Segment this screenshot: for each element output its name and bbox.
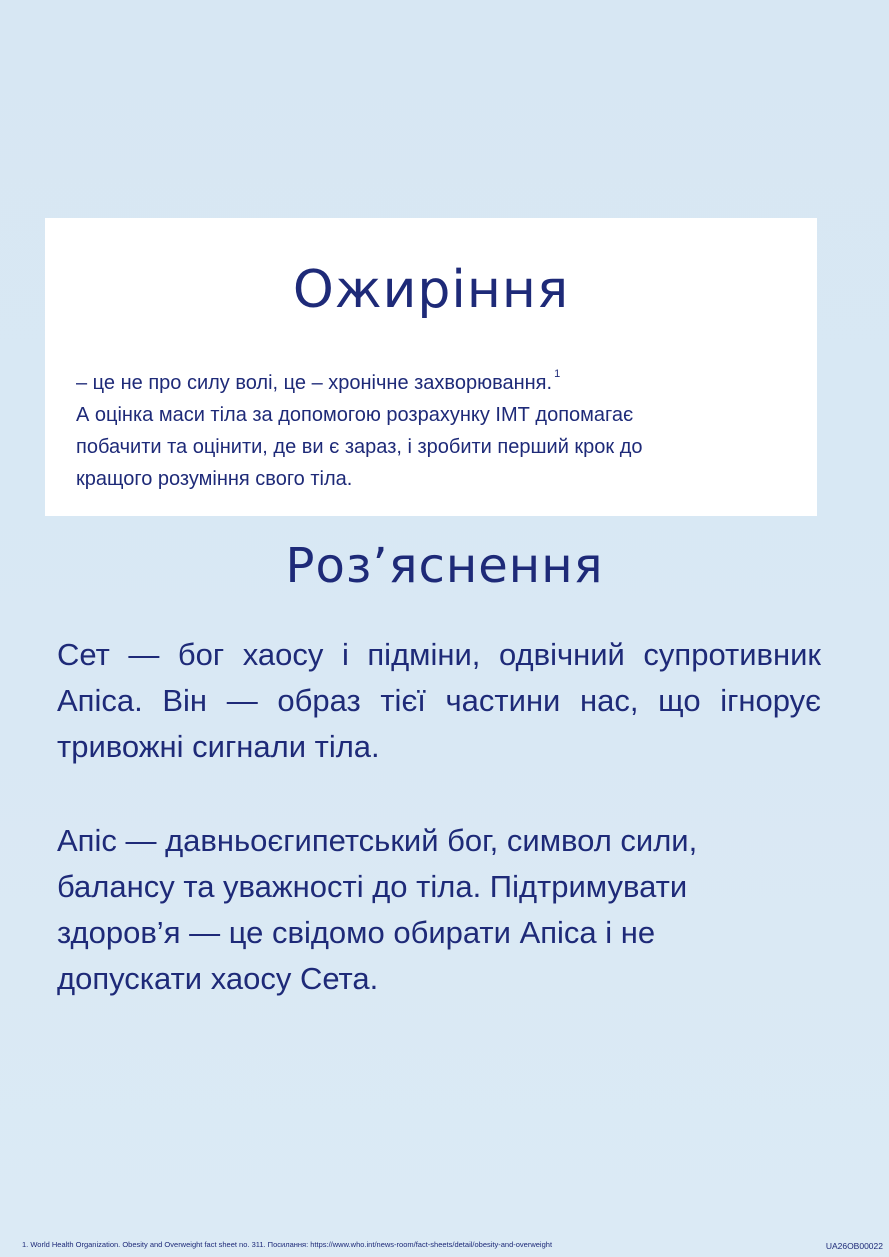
card-title: Ожиріння [292,260,570,320]
obesity-card [45,218,817,516]
explanation-set: Сет — бог хаосу і підміни, одвічний супротивник Апіса. Він — образ тієї частини нас, що ігнорує тривожні сигнали тіла. [57,637,821,764]
section-title: Роз’яснення [285,538,604,594]
card-body [76,358,796,495]
document-code: UA26OB00022 [825,1241,883,1251]
card-line-1 [76,358,796,399]
footnote-reference: 1 [554,368,561,380]
card-line-4: кращого розуміння свого тіла. [76,468,353,490]
explanation-apis: Апіс — давньоєгипетський бог, символ сили, балансу та уважності до тіла. Підтримувати здоров’я — це свідомо обирати Апіса і не допускати хаосу Сета. [57,823,698,996]
card-line-1-text: – це не про силу волі, це – хронічне захворювання. [76,372,553,394]
footnote: 1. World Health Organization. Obesity and Overweight fact sheet no. 311. Посилання: https://www.who.int/news-room/fact-sheets/detail/obesity-and-overweight [22,1240,553,1249]
card-line-2: А оцінка маси тіла за допомогою розрахунку ІМТ допомагає [76,404,634,426]
card-line-3: побачити та оцінити, де ви є зараз, і зробити перший крок до [76,436,643,458]
